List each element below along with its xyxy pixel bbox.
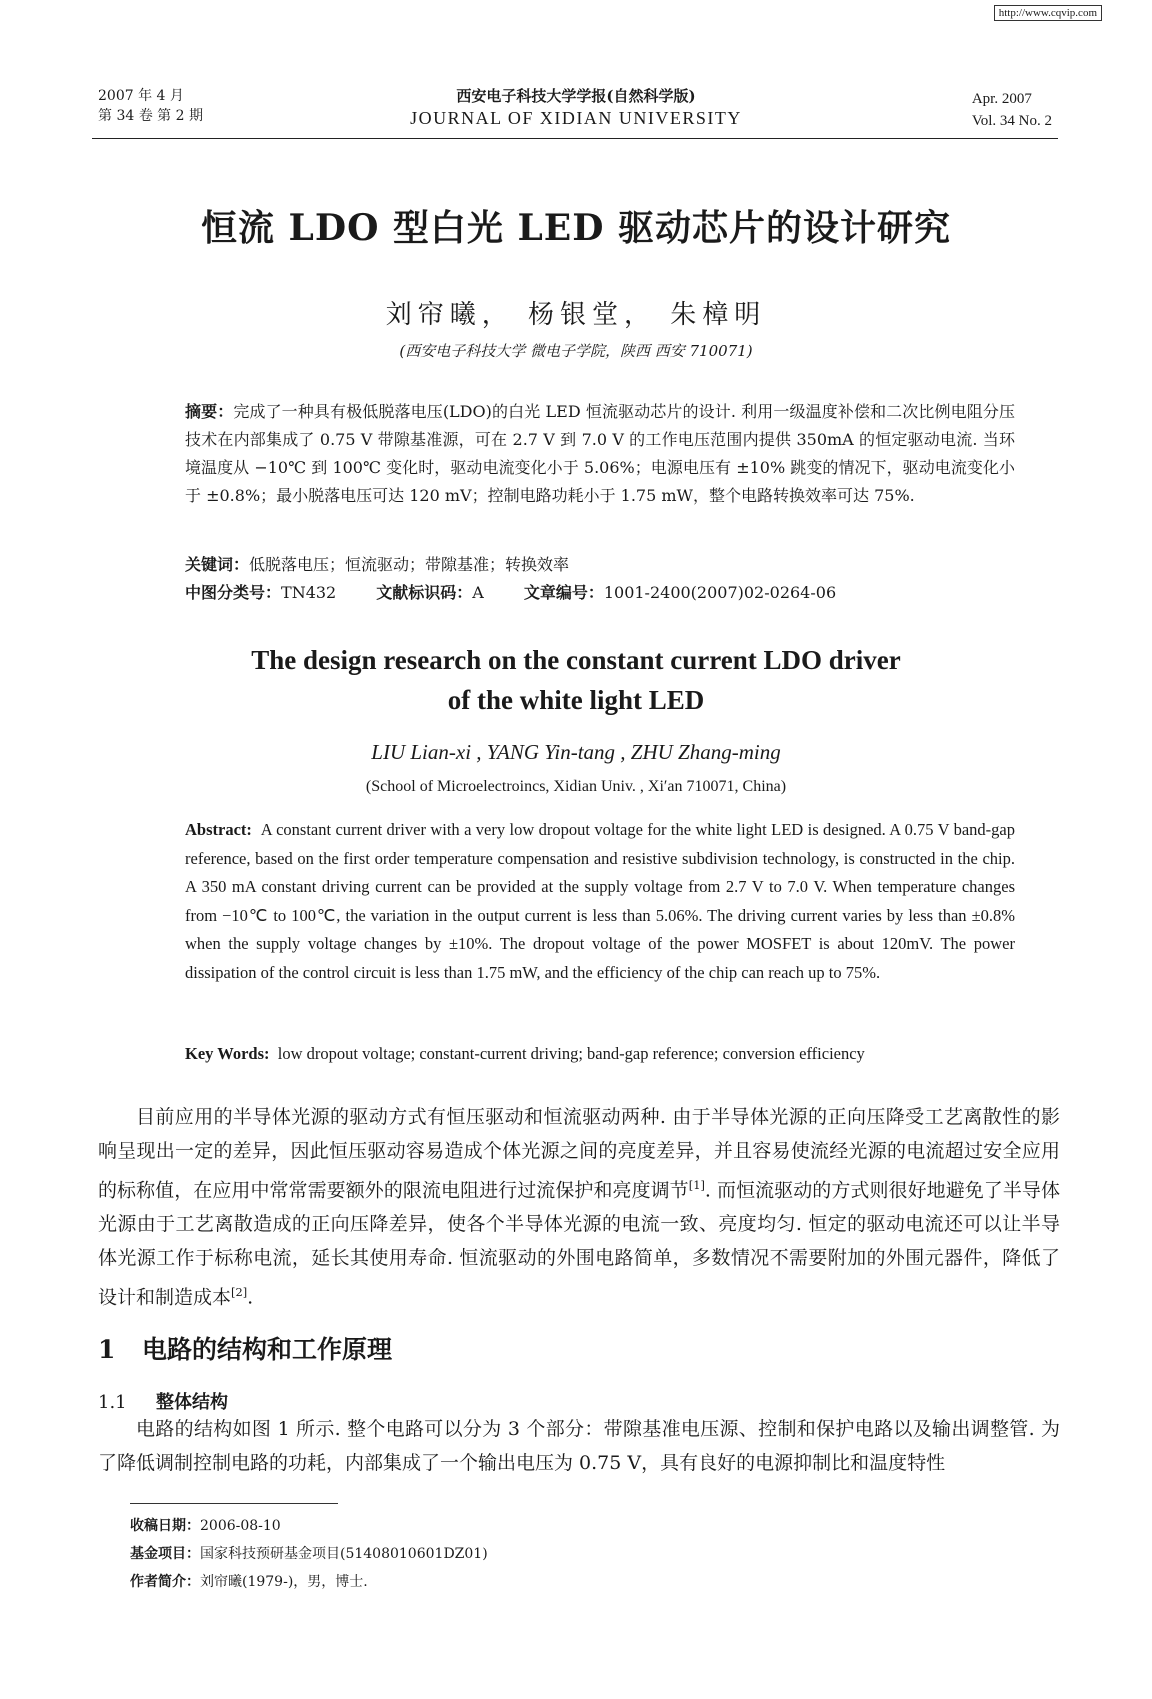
journal-name-cn: 西安电子科技大学学报(自然科学版) bbox=[456, 87, 696, 105]
doc-code-value: A bbox=[472, 583, 484, 602]
clc-value: TN432 bbox=[281, 583, 337, 602]
section-1-1-heading bbox=[98, 1388, 228, 1414]
paper-title-en-line1: The design research on the constant current LDO driver bbox=[251, 645, 901, 675]
keywords-cn-text: 低脱落电压；恒流驱动；带隙基准；转换效率 bbox=[249, 555, 570, 574]
keywords-en-label: Key Words: bbox=[185, 1044, 270, 1063]
section-1-1-title: 整体结构 bbox=[156, 1392, 228, 1413]
footnote-rule bbox=[130, 1503, 338, 1504]
footnote-received bbox=[130, 1512, 488, 1540]
keywords-en-text: low dropout voltage; constant-current driving; band-gap reference; conversion efficiency bbox=[277, 1044, 865, 1063]
citation-2[interactable]: [2] bbox=[231, 1285, 248, 1300]
abstract-en-label: Abstract: bbox=[185, 820, 252, 839]
keywords-en bbox=[185, 1044, 865, 1064]
keywords-cn bbox=[185, 552, 569, 578]
authors-en: LIU Lian-xi , YANG Yin-tang , ZHU Zhang-ming bbox=[371, 740, 781, 764]
paper-title-cn: 恒流 LDO 型白光 LED 驱动芯片的设计研究 bbox=[201, 207, 951, 249]
header-volume-cn: 第 34 卷 第 2 期 bbox=[98, 108, 203, 124]
received-value: 2006-08-10 bbox=[200, 1518, 281, 1534]
header-rule bbox=[92, 138, 1058, 139]
clc-label: 中图分类号： bbox=[185, 583, 282, 602]
article-number-label: 文章编号： bbox=[523, 583, 604, 602]
author-bio-label: 作者简介： bbox=[130, 1574, 200, 1590]
footnote-author bbox=[130, 1568, 488, 1596]
journal-name-en: JOURNAL OF XIDIAN UNIVERSITY bbox=[410, 108, 742, 128]
intro-text-b: . 而恒流驱动的方式则很好地避免了半导体光源由于工艺离散造成的正向压降差异，使各个半导体光源的电流一致、亮度均匀. 恒定的驱动电流还可以让半导体光源工作于标称电流，延长其使用寿命. 恒流驱动的外围电路简单，多数情况不需要附加的外围元器件，降低了设计和制造成本 bbox=[98, 1179, 1060, 1309]
header-right bbox=[972, 88, 1052, 132]
citation-1[interactable]: [1] bbox=[688, 1178, 705, 1192]
affiliation-en: (School of Microelectroincs, Xidian Univ. , Xi′an 710071, China) bbox=[365, 778, 787, 795]
classification-line bbox=[185, 580, 836, 606]
fund-label: 基金项目： bbox=[130, 1546, 200, 1562]
article-number-value: 1001-2400(2007)02-0264-06 bbox=[603, 583, 837, 602]
authors-cn: 刘帘曦， 杨银堂， 朱樟明 bbox=[385, 300, 767, 330]
keywords-cn-label: 关键词： bbox=[185, 555, 250, 574]
abstract-en-text: A constant current driver with a very low dropout voltage for the white light LED is designed. A 0.75 V band-gap reference, based on the first order temperature compensation and resistive subdivision technology, is constructed in the chip. A 350 mA constant driving current can be provided at the supply voltage from 2.7 V to 7.0 V. When temperature changes from −10℃ to 100℃, the variation in the output current is less than 5.06%. The driving current varies by less than ±0.8% when the supply voltage changes by ±10%. The dropout voltage of the power MOSFET is about 120mV. The power dissipation of the control circuit is less than 1.75 mW, and the efficiency of the chip can reach up to 75%. bbox=[185, 820, 1016, 982]
author-bio-value: 刘帘曦(1979-)，男，博士. bbox=[200, 1574, 368, 1590]
section-1-number: 1 bbox=[98, 1335, 116, 1364]
section-1-1-number: 1.1 bbox=[98, 1392, 127, 1413]
affiliation-cn: (西安电子科技大学 微电子学院，陕西 西安 710071) bbox=[399, 342, 753, 360]
abstract-cn bbox=[185, 398, 1015, 510]
header-date-cn: 2007 年 4 月 bbox=[98, 88, 184, 104]
section-1-heading bbox=[98, 1330, 392, 1366]
paper-title-en-line2: of the white light LED bbox=[447, 685, 705, 715]
abstract-en bbox=[185, 816, 1015, 988]
footnotes bbox=[130, 1512, 488, 1596]
intro-text-c: . bbox=[247, 1286, 254, 1309]
received-label: 收稿日期： bbox=[130, 1518, 200, 1534]
abstract-cn-label: 摘要： bbox=[185, 402, 234, 421]
section-1-title: 电路的结构和工作原理 bbox=[142, 1335, 393, 1364]
doc-code-label: 文献标识码： bbox=[376, 583, 473, 602]
paper-title-en bbox=[0, 640, 1152, 720]
source-url-stamp: http://www.cqvip.com bbox=[994, 5, 1102, 21]
fund-value: 国家科技预研基金项目(51408010601DZ01) bbox=[200, 1546, 488, 1562]
structure-paragraph: 电路的结构如图 1 所示. 整个电路可以分为 3 个部分：带隙基准电压源、控制和保护电路以及输出调整管. 为了降低调制控制电路的功耗，内部集成了一个输出电压为 0.75 V，具有良好的电源抑制比和温度特性 bbox=[98, 1418, 1060, 1474]
abstract-cn-text: 完成了一种具有极低脱落电压(LDO)的白光 LED 恒流驱动芯片的设计. 利用一级温度补偿和二次比例电阻分压技术在内部集成了 0.75 V 带隙基准源，可在 2.7 V 到 7.0 V 的工作电压范围内提供 350mA 的恒定驱动电流. 当环境温度从 −10℃ 到 100℃ 变化时，驱动电流变化小于 5.06%；电源电压有 ±10% 跳变的情况下，驱动电流变化小于 ±0.8%；最小脱落电压可达 120 mV；控制电路功耗小于 1.75 mW，整个电路转换效率可达 75%. bbox=[185, 402, 1015, 505]
header-volume-en: Vol. 34 No. 2 bbox=[971, 113, 1052, 129]
intro-text-a: 目前应用的半导体光源的驱动方式有恒压驱动和恒流驱动两种. 由于半导体光源的正向压降受工艺离散性的影响呈现出一定的差异，因此恒压驱动容易造成个体光源之间的亮度差异，并且容易使流经光源的电流超过安全应用的标称值，在应用中常常需要额外的限流电阻进行过流保护和亮度调节 bbox=[98, 1106, 1060, 1202]
footnote-fund bbox=[130, 1540, 488, 1568]
header-date-en: Apr. 2007 bbox=[971, 91, 1032, 107]
intro-paragraph bbox=[98, 1100, 1060, 1315]
